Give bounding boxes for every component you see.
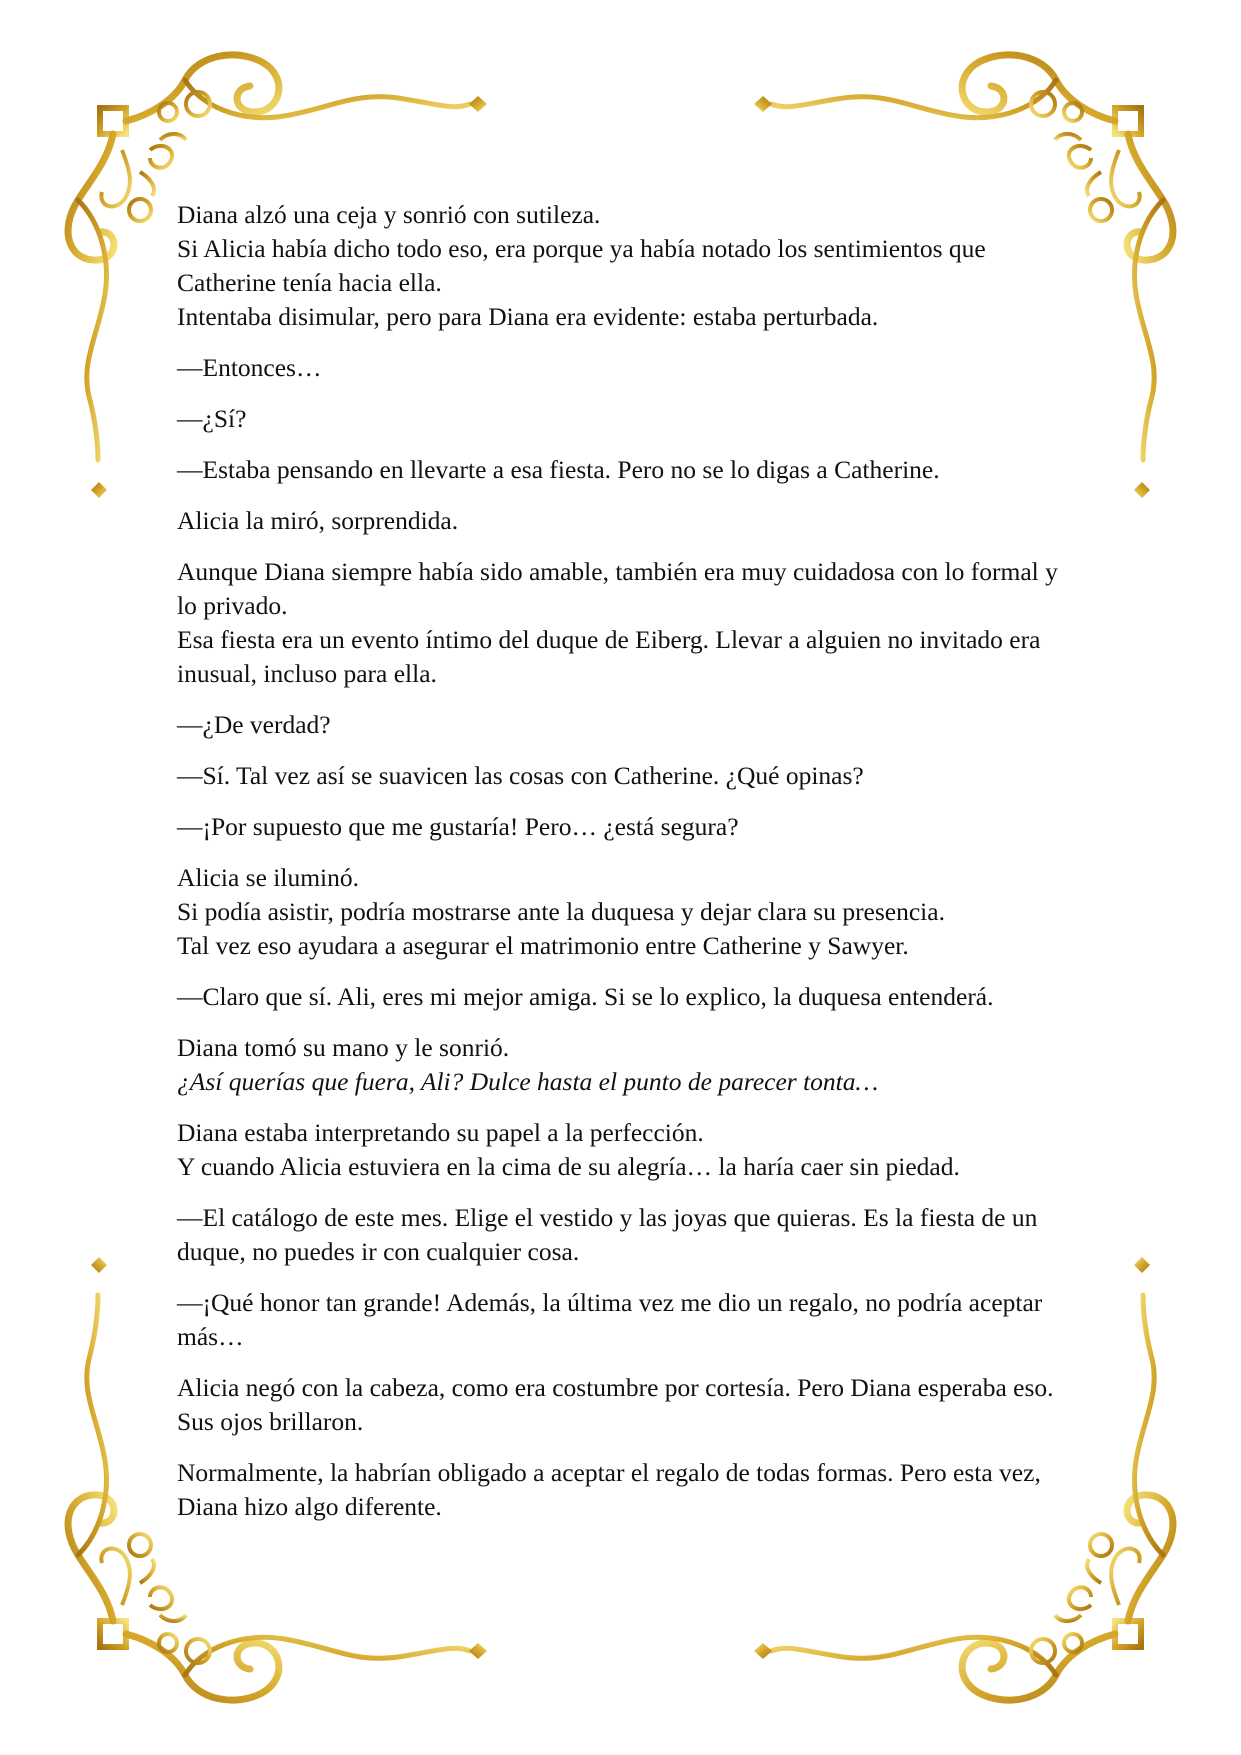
italic-thought-line: ¿Así querías que fuera, Ali? Dulce hasta el punto de parecer tonta… <box>177 1067 879 1096</box>
paragraph <box>177 351 1077 385</box>
text-line: Si Alicia había dicho todo eso, era porque ya había notado los sentimientos que Catherine tenía hacia ella. <box>177 234 986 297</box>
text-line: Alicia negó con la cabeza, como era costumbre por cortesía. Pero Diana esperaba eso. <box>177 1373 1054 1402</box>
text-line: Si podía asistir, podría mostrarse ante la duquesa y dejar clara su presencia. <box>177 897 945 926</box>
paragraph <box>177 1116 1077 1184</box>
text-line: Esa fiesta era un evento íntimo del duque de Eiberg. Llevar a alguien no invitado era inusual, incluso para ella. <box>177 625 1041 688</box>
paragraph <box>177 1201 1077 1269</box>
text-line: —Claro que sí. Ali, eres mi mejor amiga. Si se lo explico, la duquesa entenderá. <box>177 982 994 1011</box>
text-line: —¿De verdad? <box>177 710 331 739</box>
text-line: —Estaba pensando en llevarte a esa fiesta. Pero no se lo digas a Catherine. <box>177 455 940 484</box>
text-line: Alicia se iluminó. <box>177 863 360 892</box>
text-line: Tal vez eso ayudara a asegurar el matrimonio entre Catherine y Sawyer. <box>177 931 909 960</box>
text-line: Intentaba disimular, pero para Diana era evidente: estaba perturbada. <box>177 302 879 331</box>
text-line: —¡Por supuesto que me gustaría! Pero… ¿está segura? <box>177 812 739 841</box>
text-line: Diana alzó una ceja y sonrió con sutileza. <box>177 200 601 229</box>
text-line: —¿Sí? <box>177 404 247 433</box>
text-line: Sus ojos brillaron. <box>177 1407 364 1436</box>
paragraph <box>177 708 1077 742</box>
text-line: —El catálogo de este mes. Elige el vestido y las joyas que quieras. Es la fiesta de un duque, no puedes ir con cualquier cosa. <box>177 1203 1038 1266</box>
paragraph <box>177 402 1077 436</box>
paragraph <box>177 504 1077 538</box>
paragraph <box>177 759 1077 793</box>
text-line: Y cuando Alicia estuviera en la cima de su alegría… la haría caer sin piedad. <box>177 1152 960 1181</box>
paragraph <box>177 1456 1077 1524</box>
text-line: —Entonces… <box>177 353 322 382</box>
paragraph <box>177 198 1077 334</box>
paragraph <box>177 810 1077 844</box>
text-line: Aunque Diana siempre había sido amable, también era muy cuidadosa con lo formal y lo privado. <box>177 557 1058 620</box>
text-line: Diana estaba interpretando su papel a la perfección. <box>177 1118 704 1147</box>
text-line: Diana tomó su mano y le sonrió. <box>177 1033 510 1062</box>
paragraph <box>177 555 1077 691</box>
paragraph <box>177 861 1077 963</box>
text-line: —¡Qué honor tan grande! Además, la última vez me dio un regalo, no podría aceptar más… <box>177 1288 1043 1351</box>
paragraph <box>177 1286 1077 1354</box>
text-line: Alicia la miró, sorprendida. <box>177 506 459 535</box>
paragraph <box>177 1031 1077 1099</box>
paragraph <box>177 453 1077 487</box>
text-line: —Sí. Tal vez así se suavicen las cosas con Catherine. ¿Qué opinas? <box>177 761 864 790</box>
text-line: Normalmente, la habrían obligado a aceptar el regalo de todas formas. Pero esta vez, Diana hizo algo diferente. <box>177 1458 1041 1521</box>
paragraph <box>177 1371 1077 1439</box>
paragraph <box>177 980 1077 1014</box>
story-text <box>177 198 1077 1541</box>
